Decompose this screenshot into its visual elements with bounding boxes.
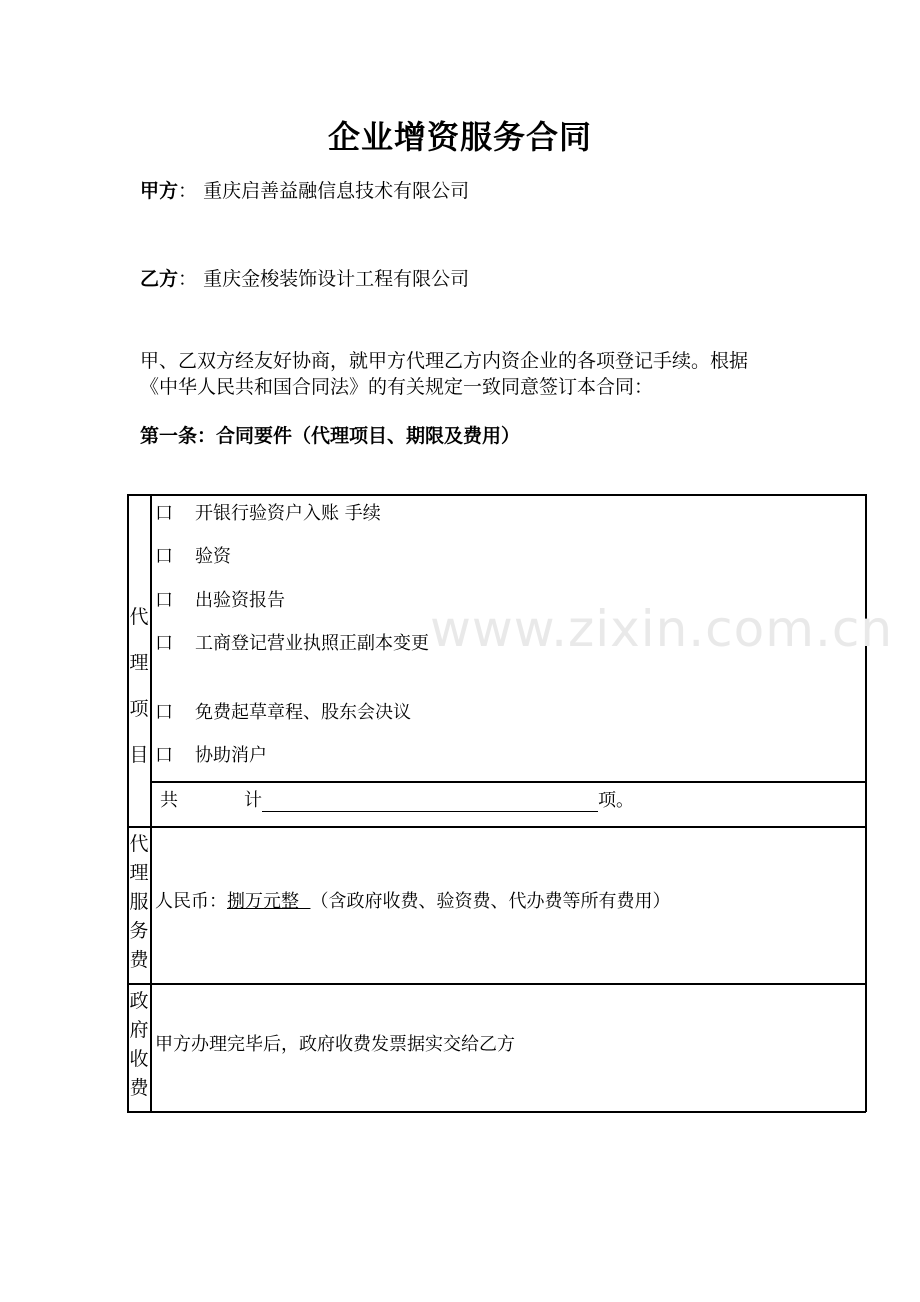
party-a-name: 重庆启善益融信息技术有限公司: [203, 180, 470, 202]
service-fee-text: [155, 887, 670, 913]
service-fee-label: 代 理 服 务 费: [129, 833, 149, 971]
checkbox-icon[interactable]: 口: [155, 590, 173, 611]
total-suffix: 项。: [598, 790, 634, 811]
gov-fee-label: 政 府 收 费: [129, 990, 149, 1099]
fee-amount: 捌万元整: [227, 891, 299, 912]
party-b-separator: ：: [178, 268, 198, 290]
intro-line-2: 《中华人民共和国合同法》的有关规定一致同意签订本合同：: [140, 376, 654, 398]
fee-note: （含政府收费、验资费、代办费等所有费用）: [310, 891, 671, 912]
table-border-bottom: [127, 1111, 866, 1113]
agency-item-label: 工商登记营业执照正副本变更: [195, 633, 429, 654]
watermark: www.zixin.com.cn: [430, 600, 894, 658]
article-1-heading: 第一条：合同要件（代理项目、期限及费用）: [140, 425, 521, 447]
table-divider-total: [151, 781, 866, 783]
document-title: 企业增资服务合同: [327, 118, 592, 156]
party-b-name: 重庆金梭装饰设计工程有限公司: [203, 268, 470, 290]
agency-item: [155, 741, 267, 767]
checkbox-icon[interactable]: 口: [155, 546, 173, 567]
agency-item: [155, 499, 381, 525]
party-a-separator: ：: [178, 180, 198, 202]
checkbox-icon[interactable]: 口: [155, 633, 173, 654]
total-count-blank[interactable]: [262, 791, 598, 812]
agency-item-label: 出验资报告: [195, 590, 285, 611]
agency-item-label: 开银行验资户入账 手续: [195, 503, 381, 524]
checkbox-icon[interactable]: 口: [155, 702, 173, 723]
checkbox-icon[interactable]: 口: [155, 745, 173, 766]
table-border-top: [127, 494, 866, 496]
agency-item: [155, 586, 285, 612]
checkbox-icon[interactable]: 口: [155, 503, 173, 524]
agency-items-label: 代 理 项 目: [129, 606, 149, 766]
total-prefix-1: 共: [160, 790, 178, 811]
agency-item: [155, 629, 429, 655]
agency-item-label: 免费起草章程、股东会决议: [195, 702, 411, 723]
fee-prefix: 人民币：: [155, 891, 227, 912]
table-divider-gov: [127, 983, 866, 985]
party-b-label: 乙方: [140, 268, 179, 290]
agency-item-label: 验资: [195, 546, 231, 567]
party-b: [140, 264, 469, 291]
agency-item: [155, 542, 231, 568]
total-row: [160, 786, 634, 812]
gov-fee-text: 甲方办理完毕后，政府收费发票据实交给乙方: [155, 1034, 515, 1055]
agency-item-label: 协助消户: [195, 745, 267, 766]
intro-line-1: 甲、乙双方经友好协商，就甲方代理乙方内资企业的各项登记手续。根据: [140, 350, 749, 372]
table-label-column-divider: [150, 494, 152, 1112]
agency-item: [155, 698, 411, 724]
total-prefix-2: 计: [244, 790, 262, 811]
table-divider-fee: [127, 826, 866, 828]
intro-paragraph: [140, 348, 840, 400]
party-a: [140, 176, 469, 203]
party-a-label: 甲方: [140, 180, 179, 202]
table-border-right: [865, 494, 867, 1112]
